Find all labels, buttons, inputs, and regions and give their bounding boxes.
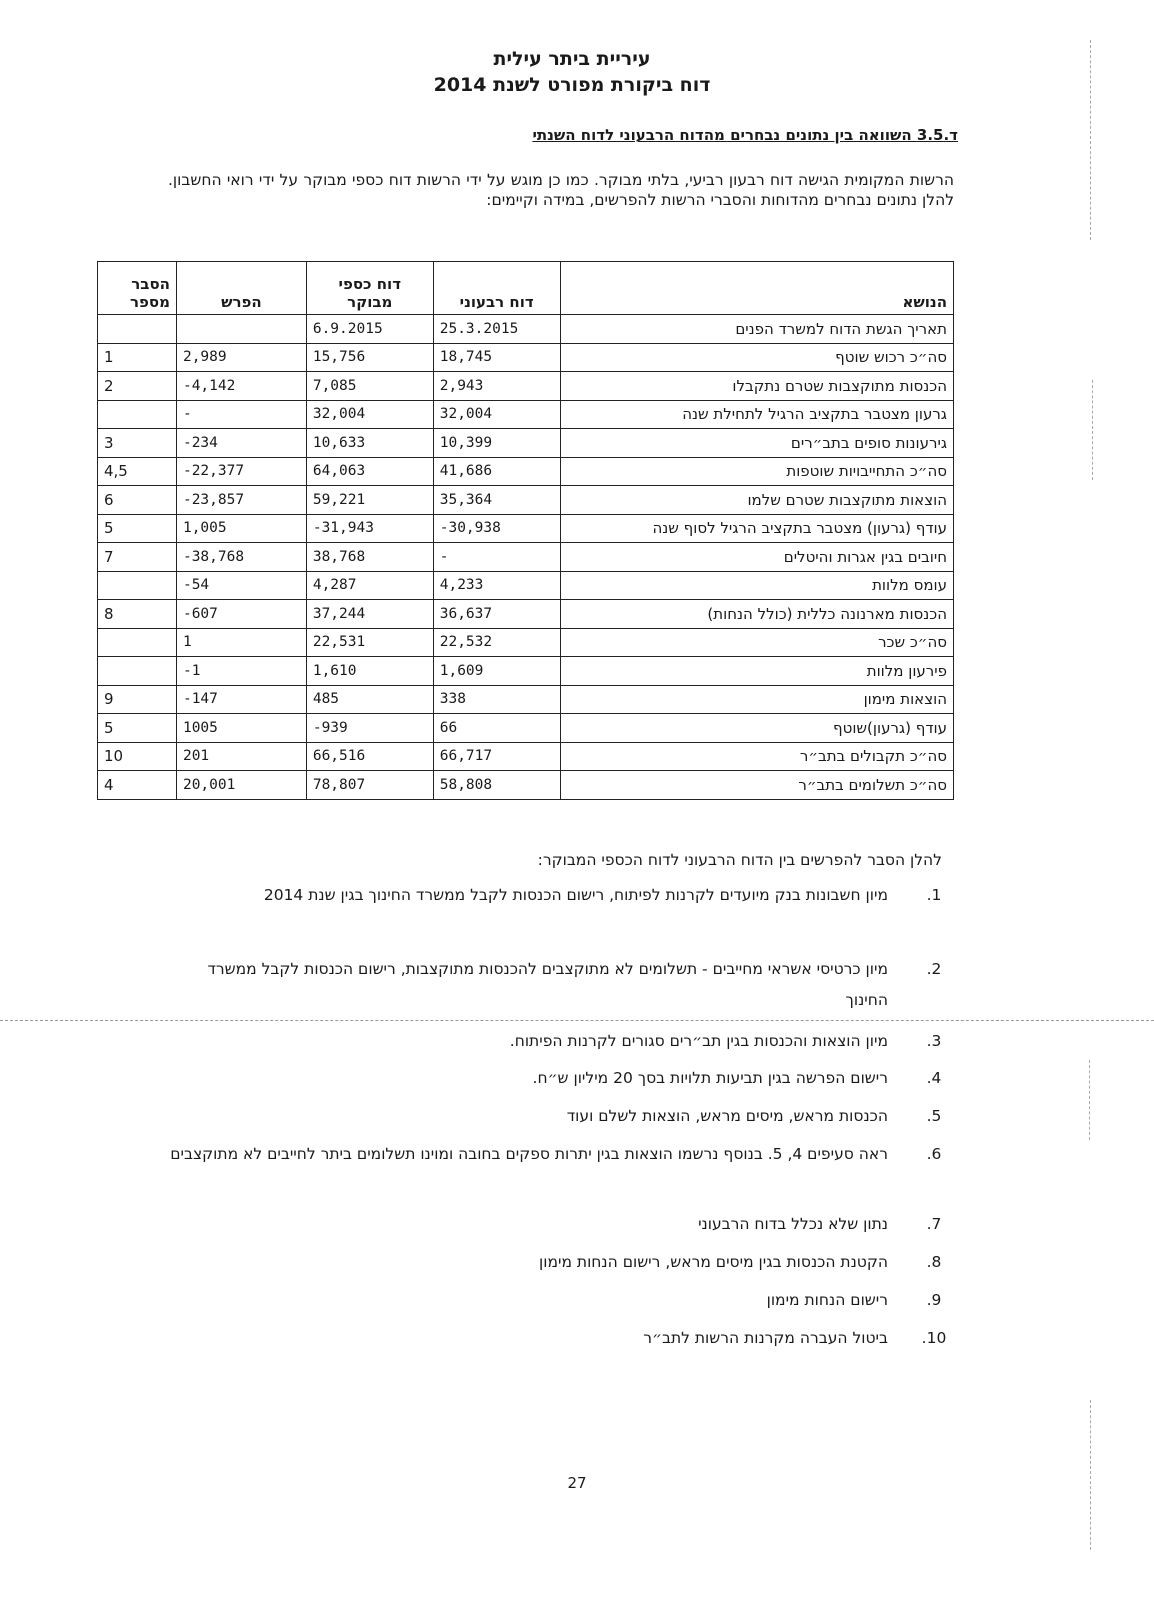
cell-reason: 2 bbox=[98, 372, 177, 401]
table-row bbox=[98, 400, 954, 429]
explanation-text: מיון הוצאות והכנסות בגין תב״רים סגורים לקרנות הפיתוח. bbox=[509, 1032, 888, 1050]
header-quarterly: דוח רבעוני bbox=[433, 262, 560, 315]
explanation-number: 1. bbox=[926, 886, 942, 904]
cell-subject: תאריך הגשת הדוח למשרד הפנים bbox=[560, 315, 953, 344]
cell-audited: 10,633 bbox=[306, 429, 433, 458]
cell-diff: -54 bbox=[176, 571, 306, 600]
explanation-item bbox=[162, 1026, 954, 1057]
report-title: דוח ביקורת מפורט לשנת 2014 bbox=[433, 74, 711, 96]
document-header bbox=[0, 46, 1154, 98]
cell-subject: סה״כ התחייבויות שוטפות bbox=[560, 457, 953, 486]
cell-diff: 1,005 bbox=[176, 514, 306, 543]
table-row bbox=[98, 514, 954, 543]
section-title: ד.3.5 השוואה בין נתונים נבחרים מהדוח הרבעוני לדוח השנתי bbox=[532, 126, 958, 144]
cell-audited: -31,943 bbox=[306, 514, 433, 543]
cell-audited: 66,516 bbox=[306, 742, 433, 771]
cell-diff: 1 bbox=[176, 628, 306, 657]
table-row bbox=[98, 685, 954, 714]
cell-quarterly: 18,745 bbox=[433, 343, 560, 372]
municipality-title: עיריית ביתר עילית bbox=[493, 48, 651, 70]
cell-reason bbox=[98, 315, 177, 344]
cell-reason: 6 bbox=[98, 486, 177, 515]
cell-reason: 7 bbox=[98, 543, 177, 572]
cell-reason: 3 bbox=[98, 429, 177, 458]
cell-subject: עודף (גרעון)שוטף bbox=[560, 714, 953, 743]
cell-audited: 22,531 bbox=[306, 628, 433, 657]
cell-diff: -4,142 bbox=[176, 372, 306, 401]
scan-edge-mark bbox=[1090, 40, 1091, 240]
cell-quarterly: 58,808 bbox=[433, 771, 560, 800]
cell-audited: 37,244 bbox=[306, 600, 433, 629]
explanation-text: רישום הפרשה בגין תביעות תלויות בסך 20 מיליון ש״ח. bbox=[532, 1069, 888, 1087]
cell-quarterly: 10,399 bbox=[433, 429, 560, 458]
table-row bbox=[98, 343, 954, 372]
cell-reason: 4 bbox=[98, 771, 177, 800]
table-row bbox=[98, 657, 954, 686]
cell-audited: 6.9.2015 bbox=[306, 315, 433, 344]
table-row bbox=[98, 628, 954, 657]
cell-diff: 2,989 bbox=[176, 343, 306, 372]
cell-diff: -147 bbox=[176, 685, 306, 714]
cell-reason bbox=[98, 571, 177, 600]
cell-diff: 1005 bbox=[176, 714, 306, 743]
explanations-intro: להלן הסבר להפרשים בין הדוח הרבעוני לדוח הכספי המבוקר: bbox=[537, 851, 942, 869]
cell-diff: -234 bbox=[176, 429, 306, 458]
header-diff: הפרש bbox=[176, 262, 306, 315]
cell-diff: -23,857 bbox=[176, 486, 306, 515]
cell-quarterly: - bbox=[433, 543, 560, 572]
explanation-item bbox=[162, 1285, 954, 1316]
cell-audited: 1,610 bbox=[306, 657, 433, 686]
header-subject: הנושא bbox=[560, 262, 953, 315]
table-row bbox=[98, 571, 954, 600]
table-row bbox=[98, 429, 954, 458]
cell-quarterly: 41,686 bbox=[433, 457, 560, 486]
header-audited-line2: מבוקר bbox=[347, 293, 393, 311]
cell-audited: 7,085 bbox=[306, 372, 433, 401]
explanation-text: ביטול העברה מקרנות הרשות לתב״ר bbox=[643, 1329, 888, 1347]
table-header-row bbox=[98, 262, 954, 315]
table-row bbox=[98, 600, 954, 629]
cell-subject: הוצאות מתוקצבות שטרם שלמו bbox=[560, 486, 953, 515]
cell-subject: עומס מלוות bbox=[560, 571, 953, 600]
table-row bbox=[98, 742, 954, 771]
header-reason-line2: מספר bbox=[130, 293, 170, 311]
scan-edge-mark bbox=[1092, 380, 1093, 480]
table-body bbox=[98, 315, 954, 800]
cell-diff: 20,001 bbox=[176, 771, 306, 800]
cell-subject: פירעון מלוות bbox=[560, 657, 953, 686]
table-row bbox=[98, 372, 954, 401]
intro-paragraph: הרשות המקומית הגישה דוח רבעון רביעי, בלתי מבוקר. כמו כן מוגש על ידי הרשות דוח כספי מבוקר על ידי רואי החשבון. להלן נתונים נבחרים מהדוחות והסברי הרשות להפרשים, במידה וקיימים: bbox=[168, 171, 954, 209]
explanation-item bbox=[162, 1247, 954, 1278]
cell-reason: 1 bbox=[98, 343, 177, 372]
header-reason bbox=[98, 262, 177, 315]
cell-subject: גרעון מצטבר בתקציב הרגיל לתחילת שנה bbox=[560, 400, 953, 429]
cell-subject: סה״כ תשלומים בתב״ר bbox=[560, 771, 953, 800]
scan-edge-mark bbox=[1089, 1060, 1090, 1140]
explanation-number: 6. bbox=[926, 1145, 942, 1163]
cell-subject: סה״כ רכוש שוטף bbox=[560, 343, 953, 372]
explanation-number: 4. bbox=[926, 1069, 942, 1087]
cell-quarterly: 35,364 bbox=[433, 486, 560, 515]
cell-audited: 78,807 bbox=[306, 771, 433, 800]
explanation-number: 3. bbox=[926, 1032, 942, 1050]
explanation-number: 10. bbox=[921, 1329, 947, 1347]
cell-quarterly: 338 bbox=[433, 685, 560, 714]
cell-quarterly: -30,938 bbox=[433, 514, 560, 543]
explanation-item bbox=[162, 1101, 954, 1132]
explanation-number: 9. bbox=[926, 1291, 942, 1309]
cell-subject: גירעונות סופים בתב״רים bbox=[560, 429, 953, 458]
cell-reason: 10 bbox=[98, 742, 177, 771]
cell-quarterly: 66 bbox=[433, 714, 560, 743]
cell-subject: הוצאות מימון bbox=[560, 685, 953, 714]
table-row bbox=[98, 714, 954, 743]
explanation-text: הכנסות מראש, מיסים מראש, הוצאות לשלם ועוד bbox=[566, 1107, 888, 1125]
cell-diff: 201 bbox=[176, 742, 306, 771]
explanation-item bbox=[162, 1063, 954, 1094]
cell-diff: -38,768 bbox=[176, 543, 306, 572]
scan-fold-line bbox=[0, 1020, 1154, 1021]
explanation-item bbox=[162, 880, 954, 911]
table-row bbox=[98, 486, 954, 515]
cell-diff: -1 bbox=[176, 657, 306, 686]
table-row bbox=[98, 315, 954, 344]
explanation-item bbox=[162, 1323, 954, 1354]
explanation-number: 2. bbox=[926, 960, 942, 978]
header-reason-line1: הסבר bbox=[131, 275, 170, 293]
cell-audited: 4,287 bbox=[306, 571, 433, 600]
cell-audited: 32,004 bbox=[306, 400, 433, 429]
explanation-number: 7. bbox=[926, 1215, 942, 1233]
explanation-item bbox=[162, 1139, 954, 1170]
cell-audited: 38,768 bbox=[306, 543, 433, 572]
cell-quarterly: 36,637 bbox=[433, 600, 560, 629]
cell-quarterly: 2,943 bbox=[433, 372, 560, 401]
comparison-table bbox=[97, 261, 954, 800]
table-row bbox=[98, 543, 954, 572]
cell-quarterly: 32,004 bbox=[433, 400, 560, 429]
explanation-text: הקטנת הכנסות בגין מיסים מראש, רישום הנחות מימון bbox=[539, 1253, 888, 1271]
cell-quarterly: 1,609 bbox=[433, 657, 560, 686]
explanation-number: 8. bbox=[926, 1253, 942, 1271]
cell-reason bbox=[98, 657, 177, 686]
cell-reason bbox=[98, 400, 177, 429]
cell-diff: -607 bbox=[176, 600, 306, 629]
explanation-text: רישום הנחות מימון bbox=[766, 1291, 888, 1309]
explanation-item bbox=[162, 1209, 954, 1240]
cell-quarterly: 25.3.2015 bbox=[433, 315, 560, 344]
cell-subject: הכנסות מתוקצבות שטרם נתקבלו bbox=[560, 372, 953, 401]
cell-subject: עודף (גרעון) מצטבר בתקציב הרגיל לסוף שנה bbox=[560, 514, 953, 543]
cell-subject: חיובים בגין אגרות והיטלים bbox=[560, 543, 953, 572]
cell-subject: הכנסות מארנונה כללית (כולל הנחות) bbox=[560, 600, 953, 629]
header-audited-line1: דוח כספי bbox=[338, 275, 402, 293]
cell-reason: 5 bbox=[98, 714, 177, 743]
explanation-text: ראה סעיפים 4, 5. בנוסף נרשמו הוצאות בגין יתרות ספקים בחובה ומוינו תשלומים ביתר לחייבים לא מתוקצבים bbox=[170, 1145, 888, 1163]
cell-reason: 8 bbox=[98, 600, 177, 629]
explanation-item bbox=[162, 954, 954, 1016]
cell-quarterly: 66,717 bbox=[433, 742, 560, 771]
cell-diff: -22,377 bbox=[176, 457, 306, 486]
cell-subject: סה״כ תקבולים בתב״ר bbox=[560, 742, 953, 771]
cell-diff: - bbox=[176, 400, 306, 429]
cell-reason: 4,5 bbox=[98, 457, 177, 486]
scan-edge-mark bbox=[1090, 1400, 1091, 1550]
cell-diff bbox=[176, 315, 306, 344]
cell-reason bbox=[98, 628, 177, 657]
cell-subject: סה״כ שכר bbox=[560, 628, 953, 657]
cell-audited: 485 bbox=[306, 685, 433, 714]
header-audited bbox=[306, 262, 433, 315]
cell-audited: 64,063 bbox=[306, 457, 433, 486]
page-number: 27 bbox=[567, 1474, 587, 1492]
explanation-text: מיון חשבונות בנק מיועדים לקרנות לפיתוח, רישום הכנסות לקבל ממשרד החינוך בגין שנת 2014 bbox=[263, 886, 888, 904]
cell-audited: -939 bbox=[306, 714, 433, 743]
explanation-number: 5. bbox=[926, 1107, 942, 1125]
table-row bbox=[98, 771, 954, 800]
explanation-text: מיון כרטיסי אשראי מחייבים - תשלומים לא מתוקצבים להכנסות מתוקצבות, רישום הכנסות לקבל ממשרד החינוך bbox=[207, 960, 888, 1009]
table-row bbox=[98, 457, 954, 486]
explanation-text: נתון שלא נכלל בדוח הרבעוני bbox=[698, 1215, 888, 1233]
cell-reason: 5 bbox=[98, 514, 177, 543]
cell-reason: 9 bbox=[98, 685, 177, 714]
cell-quarterly: 4,233 bbox=[433, 571, 560, 600]
cell-audited: 59,221 bbox=[306, 486, 433, 515]
cell-quarterly: 22,532 bbox=[433, 628, 560, 657]
cell-audited: 15,756 bbox=[306, 343, 433, 372]
